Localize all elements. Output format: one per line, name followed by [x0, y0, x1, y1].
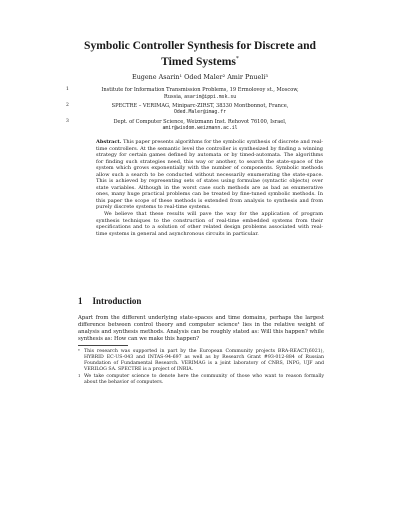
- affiliation-1-email: asarin@ippi.msk.su: [184, 94, 237, 100]
- section-number: 1: [78, 296, 83, 306]
- affiliation-1: [66, 87, 328, 101]
- affiliation-3: [66, 119, 328, 132]
- section-title: Introduction: [92, 296, 142, 306]
- title-footnote-mark: *: [235, 56, 239, 62]
- abstract: [96, 139, 323, 237]
- affiliation-1-line-1: Institute for Information Transmission Problems, 19 Ermolovoy st., Moscow,: [101, 87, 299, 93]
- abstract-text-1: This paper presents algorithms for the symbolic synthesis of discrete and real-time controllers. At the semantic level the controller is synthesized by finding a winning strategy for certain games defined by automata or by timed-automata. The algorithms for finding such strategies need, this way or another, to search the state-space of the system which grows exponentially with the number of components. Symbolic methods allow such a search to be conducted without necessarily enumerating the state-space. This is achieved by representing sets of states using formulae (syntactic objects) over state variables. Although in the worst case such methods are as bad as enumerative ones, many huge practical problems can be treated by fine-tuned symbolic methods. In this paper the scope of these methods is extended from analysis to synthesis and from purely discrete systems to real-time systems.: [96, 139, 323, 211]
- abstract-paragraph-1: [96, 139, 323, 211]
- footnote-1-mark: *: [78, 348, 80, 353]
- section-heading-introduction: [78, 296, 141, 306]
- affiliation-2-line-1: SPECTRE – VERIMAG, Miniparc-ZIRST, 38330 Montbonnot, France,: [111, 103, 289, 109]
- abstract-paragraph-2: We believe that these results will pave the way for the application of program synthesis techniques to the construction of real-time embedded systems from their specifications and to a solution of other related design problems associated with real-time systems in general and asynchronous circuits in particular.: [96, 211, 323, 237]
- affiliation-1-line-2: [72, 94, 328, 102]
- affiliation-2: [66, 103, 328, 116]
- footnote-2-text: We take computer science to denote here the community of those who want to reason formally about the behavior of computers.: [84, 374, 324, 386]
- abstract-label: Abstract.: [96, 139, 122, 145]
- footnote-1-text: This research was supported in part by the European Community projects BRA-REACT(6021), HYBRID EC-US-043 and INTAS-94-697 as well as by Research Grant #93-012-884 of Russian Foundation of Fundamental Research. VERIMAG is a joint laboratory of CNRS, INPG, UJF and VERILOG SA. SPECTRE is a project of INRIA.: [84, 349, 324, 373]
- footnote-1: [78, 349, 324, 373]
- affiliation-1-mark: 1: [66, 87, 69, 92]
- footnotes: [78, 349, 324, 388]
- footnote-rule: [78, 345, 128, 346]
- introduction-paragraph: Apart from the different underlying state-spaces and time domains, perhaps the largest difference between control theory and computer science¹ lies in the relative weight of analysis and synthesis methods. Analysis can be roughly stated as: Will this happen? while synthesis as: How can we make this happen?: [78, 315, 324, 342]
- affiliation-3-email: amir@wisdom.weizmann.ac.il: [162, 125, 238, 131]
- affiliation-1-country: Russia,: [163, 93, 183, 100]
- affiliation-3-mark: 3: [66, 119, 69, 124]
- affiliation-2-email: Oded.Maler@imag.fr: [174, 109, 226, 115]
- paper-title-line-1: Symbolic Controller Synthesis for Discrete and: [84, 39, 316, 52]
- footnote-2: [78, 374, 324, 386]
- author-list: Eugene Asarin¹ Oded Maler² Amir Pnueli³: [132, 73, 268, 81]
- affiliation-2-mark: 2: [66, 103, 69, 108]
- affiliation-3-line-1: Dept. of Computer Science, Weizmann Inst. Rehovot 76100, Israel,: [113, 119, 287, 125]
- paper-title-line-2: [40, 53, 360, 68]
- paper-title-line-2-text: Timed Systems: [161, 54, 236, 68]
- footnote-2-mark: 1: [78, 373, 81, 379]
